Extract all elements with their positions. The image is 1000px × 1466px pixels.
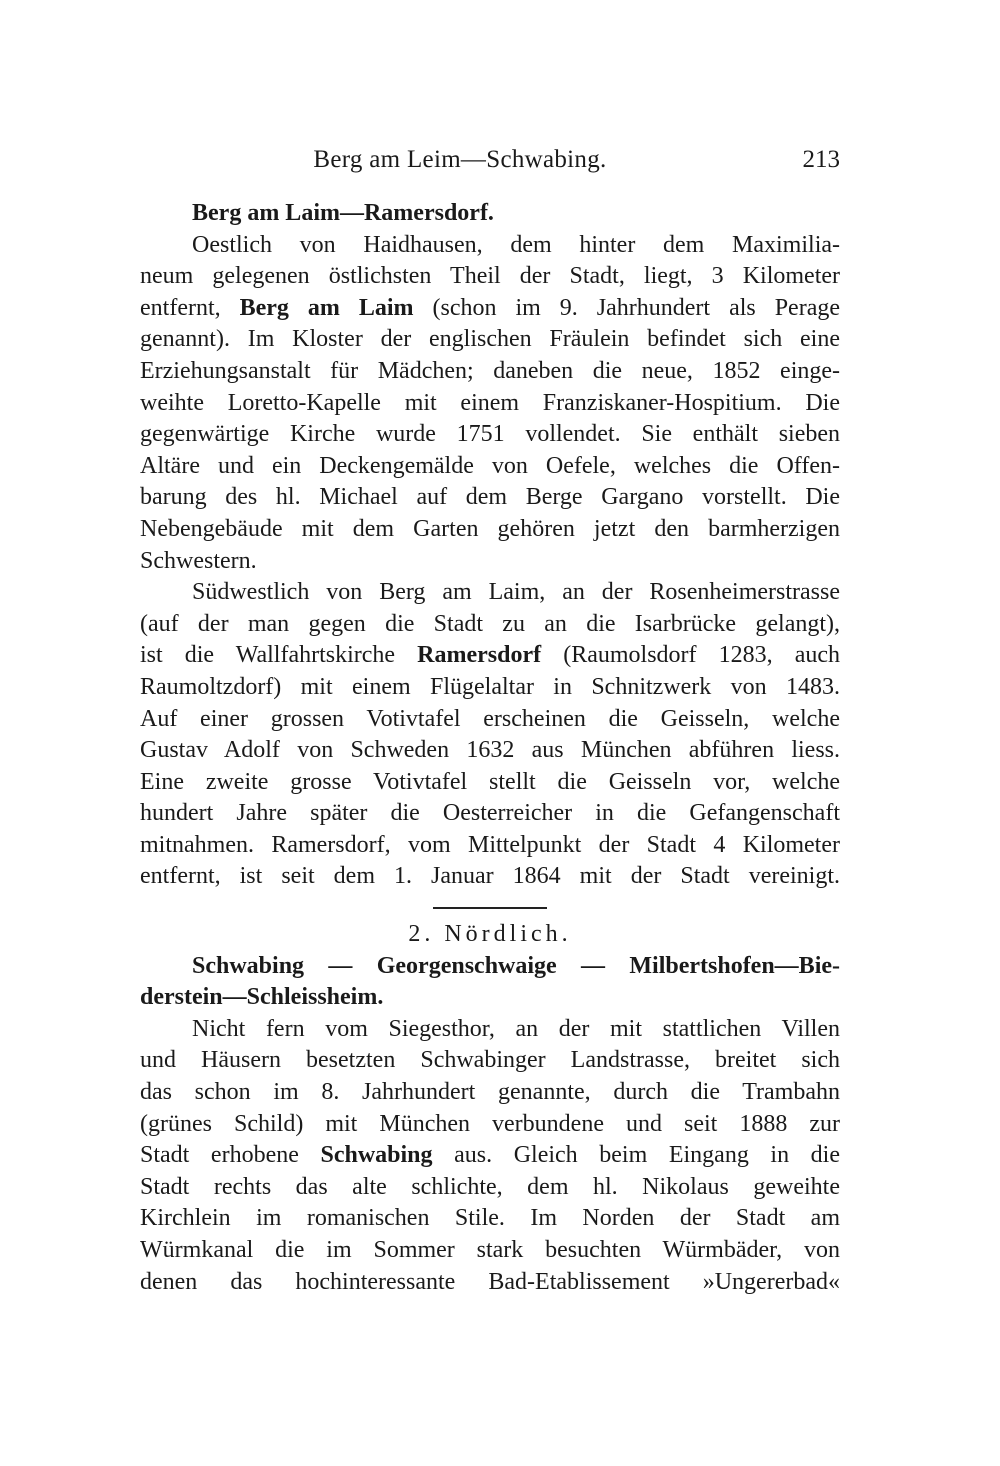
page-number: 213 [802,146,840,173]
paragraph-line: denen das hochinteressante Bad-Etablissement »Ungererbad« [140,1268,840,1295]
place-name-schwabing: Schwabing [320,1142,433,1169]
paragraph-line: Erziehungsanstalt für Mädchen; daneben die neue, 1852 einge- [140,357,840,384]
place-name-ramersdorf: Ramersdorf [417,642,542,669]
paragraph-line: barung des hl. Michael auf dem Berge Gargano vorstellt. Die [140,484,840,511]
paragraph-line: hundert Jahre später die Oesterreicher in die Gefangenschaft [140,800,840,827]
line-text: (Raumolsdorf 1283, auch [563,642,840,669]
paragraph-line: Auf einer grossen Votivtafel erscheinen die Geisseln, welche [140,705,840,732]
paragraph-line: mitnahmen. Ramersdorf, vom Mittelpunkt der Stadt 4 Kilometer [140,831,840,858]
paragraph-line: genannt). Im Kloster der englischen Fräulein befindet sich eine [140,326,840,353]
paragraph-line: Gustav Adolf von Schweden 1632 aus München abführen liess. [140,737,840,764]
paragraph-line: Schwestern. [140,547,257,574]
paragraph-line: (grünes Schild) mit München verbundene und seit 1888 zur [140,1110,840,1137]
paragraph-line: entfernt, ist seit dem 1. Januar 1864 mit der Stadt vereinigt. [140,863,840,890]
paragraph-line: Stadt rechts das alte schlichte, dem hl. Nikolaus geweihte [140,1173,840,1200]
running-head [140,146,840,182]
paragraph-line [140,293,840,325]
paragraph-line: neum gelegenen östlichsten Theil der Stadt, liegt, 3 Kilometer [140,263,840,290]
line-text: entfernt, [140,294,221,321]
section-label-noerdlich: 2. Nördlich. [408,921,572,948]
paragraph-line: gegenwärtige Kirche wurde 1751 vollendet. Sie enthält sieben [140,421,840,448]
section-heading-schwabing: Schwabing — Georgenschwaige — Milbertshofen—Bie- [192,952,840,979]
paragraph-line: (auf der man gegen die Stadt zu an die Isarbrücke gelangt), [140,610,840,637]
paragraph-line: Nicht fern vom Siegesthor, an der mit stattlichen Villen [192,1015,840,1042]
paragraph-line: weihte Loretto-Kapelle mit einem Franziskaner-Hospitium. Die [140,389,840,416]
line-text: ist die Wallfahrtskirche [140,642,396,669]
paragraph-line: Würmkanal die im Sommer stark besuchten Würmbäder, von [140,1237,840,1263]
paragraph-line [140,640,840,672]
section-divider [433,907,547,909]
section-heading-schwabing-cont: derstein—Schleissheim. [140,984,384,1011]
paragraph-line: Nebengebäude mit dem Garten gehören jetzt den barmherzigen [140,515,840,542]
line-text: (schon im 9. Jahrhundert als Perage [432,294,840,321]
body-text [140,198,840,1298]
paragraph-line: Eine zweite grosse Votivtafel stellt die Geisseln vor, welche [140,768,840,795]
paragraph-line [140,1140,840,1172]
paragraph-line: Kirchlein im romanischen Stile. Im Norden der Stadt am [140,1205,840,1232]
line-text: aus. Gleich beim Eingang in die [454,1142,840,1169]
running-title: Berg am Leim—Schwabing. [313,146,607,173]
paragraph-line: Südwestlich von Berg am Laim, an der Rosenheimerstrasse [192,579,840,606]
place-name-berg-am-laim: Berg am Laim [239,294,414,321]
paragraph-line: und Häusern besetzten Schwabinger Landstrasse, breitet sich [140,1047,840,1074]
paragraph-line: Oestlich von Haidhausen, dem hinter dem Maximilia- [192,231,840,258]
section-heading-berg-am-laim: Berg am Laim—Ramersdorf. [192,200,494,226]
line-text: Stadt erhobene [140,1142,299,1169]
paragraph-line: das schon im 8. Jahrhundert genannte, durch die Trambahn [140,1079,840,1106]
paragraph-line: Raumoltzdorf) mit einem Flügelaltar in Schnitzwerk von 1483. [140,673,840,700]
paragraph-line: Altäre und ein Deckengemälde von Oefele, welches die Offen- [140,452,840,479]
